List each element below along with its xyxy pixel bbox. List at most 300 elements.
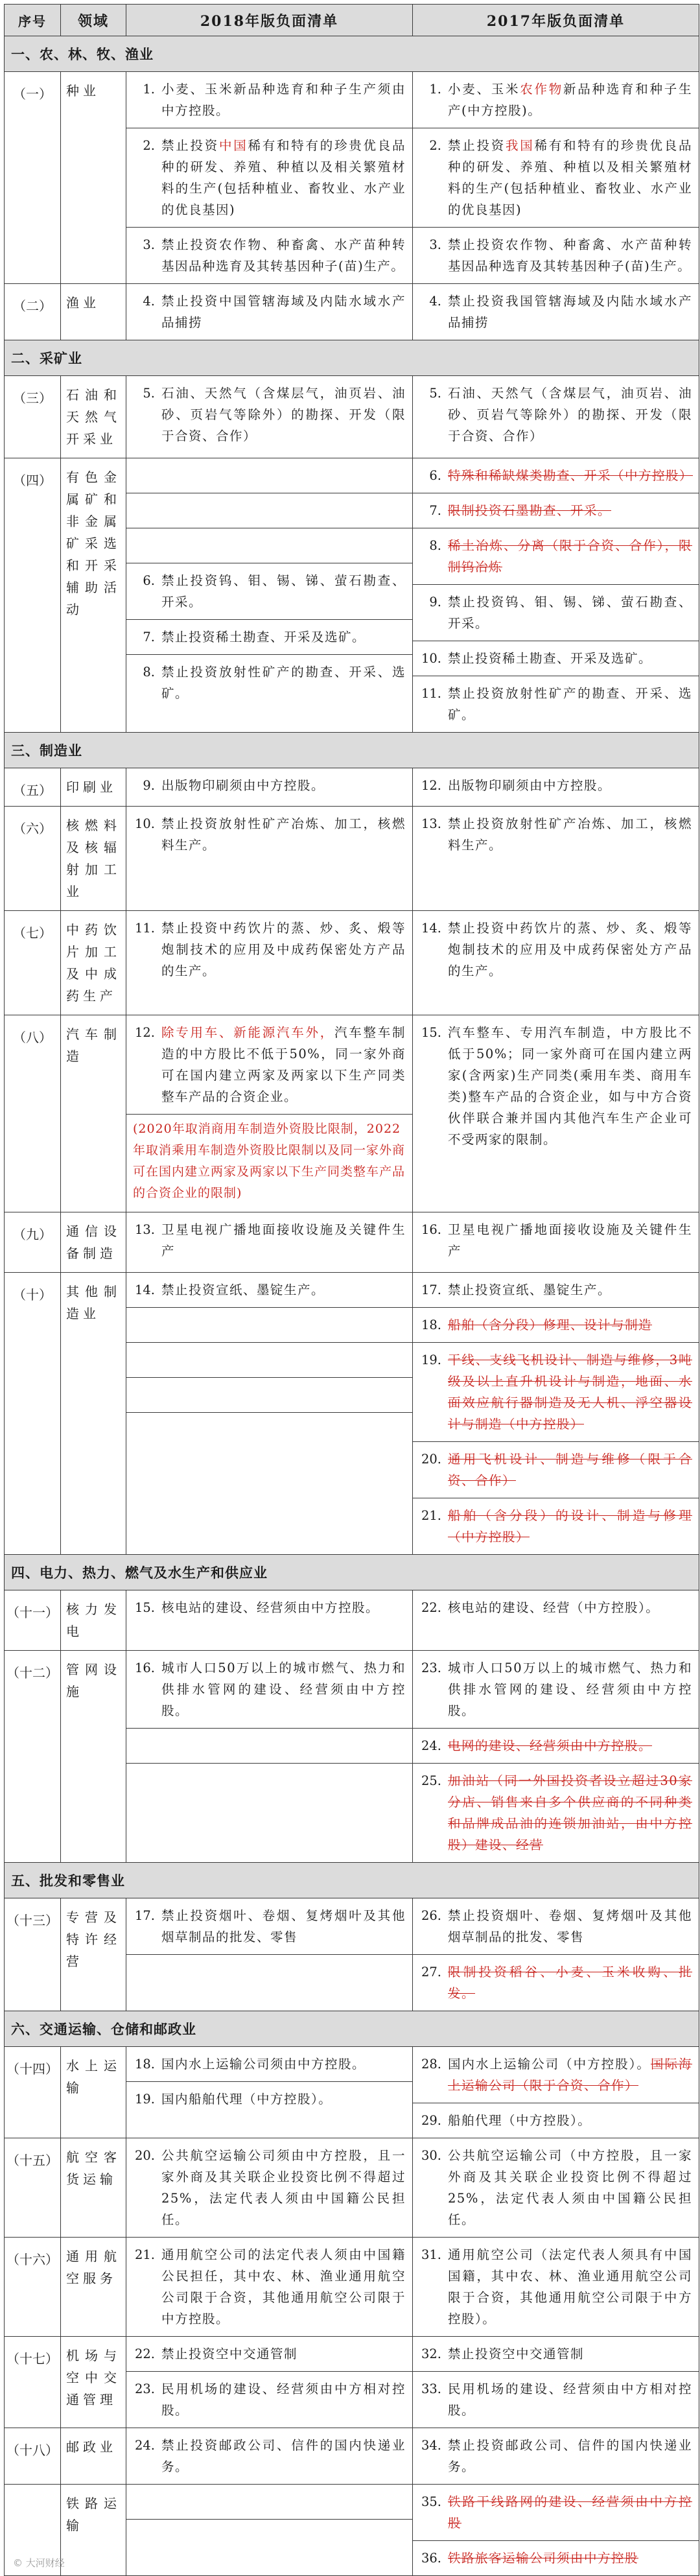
row-field: 有色金属矿和非金属矿采选和开采辅助活动 [61, 458, 126, 733]
item-number: 19. [134, 2092, 155, 2107]
row-field: 汽车制造 [61, 1015, 126, 1212]
item-text [448, 290, 692, 333]
item-number: 17. [134, 1908, 155, 1923]
table-row [5, 1212, 699, 1273]
item-number: 9. [143, 778, 155, 793]
item-text [161, 2244, 406, 2330]
row-number: （十一） [5, 1590, 61, 1651]
item-text [448, 135, 692, 220]
row-field: 渔业 [61, 284, 126, 340]
item-text [161, 917, 406, 982]
section-title: 一、农、林、牧、渔业 [5, 36, 699, 72]
list-2017 [413, 1651, 699, 1863]
item-number: 21. [134, 2247, 155, 2262]
item-number: 6. [429, 468, 441, 483]
section-row [5, 733, 699, 768]
item-text [448, 234, 692, 277]
item-text [448, 1770, 692, 1856]
row-field: 专营及特许经营 [61, 1898, 126, 2011]
item-text [448, 591, 692, 634]
list-2017-item [413, 1212, 699, 1268]
item-text-body: 禁止投资放射性矿产冶炼、加工，核燃料生产。 [161, 816, 406, 853]
item-text-body: 通用航空公司的法定代表人须由中国籍公民担任，其中农、林、渔业通用航空公司限于合资，其他通用航空公司限于中方控股。 [161, 2247, 406, 2326]
item-text-body: 禁止投资稀土勘查、开采及选矿。 [161, 630, 366, 644]
item-text-body: 禁止投资钨、钼、锡、锑、萤石勘查、开采。 [161, 573, 406, 609]
table-row [5, 2238, 699, 2337]
row-number: （十二） [5, 1651, 61, 1863]
list-2017-item [413, 72, 699, 128]
item-number: 33. [421, 2381, 441, 2396]
item-text [448, 1905, 692, 1948]
item-text [161, 1657, 406, 1721]
item-text [448, 917, 692, 982]
list-2017-item [413, 1308, 699, 1343]
list-2017 [413, 1590, 699, 1651]
item-text-body: 稀有和特有的珍贵优良品种的研发、养殖、种植以及相关繁殖材料的生产(包括种植业、畜牧业、水产业的优良基因) [161, 138, 406, 217]
item-text [161, 2145, 406, 2230]
row-number: （八） [5, 1015, 61, 1212]
item-text-highlight: 我国 [506, 138, 535, 153]
item-number: 4. [429, 294, 441, 309]
item-text-body: 核电站的建设、经营（中方控股）。 [448, 1600, 660, 1615]
item-text [161, 1905, 406, 1948]
item-number: 28. [421, 2057, 441, 2072]
item-number: 19. [421, 1353, 441, 1367]
row-field: 核力发电 [61, 1590, 126, 1651]
row-field: 铁路运输 [61, 2485, 126, 2576]
list-2018-item [126, 807, 412, 862]
list-2018-item [126, 768, 412, 803]
list-2017-item [413, 2138, 699, 2237]
row-number: （六） [5, 807, 61, 911]
item-text-body: 禁止投资邮政公司、信件的国内快递业务。 [448, 2438, 692, 2474]
item-text-body: 禁止投资邮政公司、信件的国内快递业务。 [161, 2438, 406, 2474]
item-text-prefix: 禁止投资 [448, 138, 506, 153]
item-number: 18. [421, 1318, 441, 1332]
item-number: 5. [429, 386, 441, 401]
item-number: 18. [134, 2057, 155, 2072]
item-number: 11. [134, 921, 155, 936]
item-number: 15. [421, 1025, 441, 1040]
item-text [448, 2053, 692, 2096]
item-text-body: 石油、天然气（含煤层气，油页岩、油砂、页岩气等除外）的勘探、开发（限于合资、合作） [161, 386, 406, 443]
item-text [161, 1219, 406, 1262]
item-number: 13. [134, 1222, 155, 1237]
list-2017-item [413, 1442, 699, 1498]
item-number: 12. [421, 778, 441, 793]
list-2018-item [126, 1015, 412, 1115]
table-row [5, 284, 699, 340]
item-text-body: 禁止投资农作物、种畜禽、水产苗种转基因品种选育及其转基因种子(苗)生产。 [448, 237, 692, 274]
list-2018-item [126, 228, 412, 283]
item-text [161, 383, 406, 447]
item-text-body: 民用机场的建设、经营须由中方相对控股。 [161, 2381, 406, 2418]
list-2017-item [413, 911, 699, 988]
item-text-body: 禁止投资宣纸、墨锭生产。 [448, 1282, 612, 1297]
list-2017-item [413, 585, 699, 641]
list-2018-item [126, 911, 412, 988]
list-2017 [413, 2485, 699, 2576]
item-text-body: 禁止投资放射性矿产冶炼、加工，核燃料生产。 [448, 816, 692, 853]
item-text [161, 2088, 406, 2110]
list-2018 [126, 1651, 413, 1863]
list-2018-item [126, 376, 412, 453]
item-number: 14. [134, 1282, 155, 1297]
item-text [161, 2053, 406, 2075]
header-field: 领域 [61, 5, 126, 36]
table-header-row [5, 5, 699, 36]
list-2017-item [413, 1343, 699, 1442]
item-text [161, 78, 406, 121]
section-row [5, 340, 699, 376]
item-text [448, 2491, 692, 2534]
list-2018-item [126, 1590, 412, 1625]
list-2018-item [126, 1308, 412, 1343]
list-2017 [413, 911, 699, 1015]
list-2018-item [126, 1898, 412, 1955]
section-title: 六、交通运输、仓储和邮政业 [5, 2011, 699, 2047]
item-text [161, 2343, 406, 2365]
list-2018 [126, 2337, 413, 2428]
item-text-body: 国内水上运输公司须由中方控股。 [161, 2057, 366, 2072]
table-row [5, 2428, 699, 2485]
row-field: 通信设备制造 [61, 1212, 126, 1273]
list-2017-item [413, 2372, 699, 2428]
list-2017-item [413, 768, 699, 803]
list-2017 [413, 2238, 699, 2337]
list-2018-item [126, 1378, 412, 1413]
item-number: 22. [134, 2346, 155, 2361]
list-2017-item [413, 1898, 699, 1955]
item-text [448, 2435, 692, 2477]
table-row [5, 1273, 699, 1555]
list-2018 [126, 768, 413, 807]
item-text-body: 国内船舶代理（中方控股）。 [161, 2092, 332, 2107]
list-2017 [413, 376, 699, 458]
item-number: 5. [143, 386, 155, 401]
item-text-body: 禁止投资放射性矿产的勘查、开采、选矿。 [448, 686, 692, 722]
list-2017-item [413, 128, 699, 228]
list-2017-item [413, 2047, 699, 2103]
item-text-highlight: 农作物 [520, 82, 563, 97]
list-2018 [126, 2428, 413, 2485]
item-text-deleted: 稀土冶炼、分离（限于合资、合作），限制钨冶炼 [448, 538, 692, 574]
list-2018 [126, 807, 413, 911]
item-text-body: 禁止投资钨、钼、锡、锑、萤石勘查、开采。 [448, 595, 692, 631]
row-number: （十） [5, 1273, 61, 1555]
list-2017 [413, 2337, 699, 2428]
row-number: （十五） [5, 2138, 61, 2238]
row-field: 种业 [61, 72, 126, 284]
item-text [448, 1279, 692, 1301]
list-2017-item [413, 1273, 699, 1308]
item-text [161, 1279, 406, 1301]
list-2018-item [126, 1955, 412, 1989]
list-2017-item [413, 2103, 699, 2138]
list-2017-item [413, 1955, 699, 2011]
item-text-body: 新品种选育和种子生产(中方控股)。 [448, 82, 692, 118]
item-number: 1. [143, 82, 155, 97]
item-text [448, 2343, 692, 2365]
item-text [161, 1022, 406, 1107]
list-2017-item [413, 1651, 699, 1729]
list-2018-item [126, 2238, 412, 2336]
item-text [448, 2547, 692, 2569]
item-text-deleted: 船舶（含分段）的设计、制造与修理（中方控股） [448, 1508, 692, 1544]
list-2017 [413, 2047, 699, 2138]
row-number: （四） [5, 458, 61, 733]
item-text [448, 78, 692, 121]
item-text-body: 禁止投资农作物、种畜禽、水产苗种转基因品种选育及其转基因种子(苗)生产。 [161, 237, 406, 274]
table-row [5, 376, 699, 458]
table-row [5, 1590, 699, 1651]
list-2018-item [126, 1764, 412, 1798]
item-text [448, 1735, 692, 1756]
list-2017 [413, 1898, 699, 2011]
list-2018 [126, 1212, 413, 1273]
list-2017-item [413, 228, 699, 283]
item-number: 25. [421, 1773, 441, 1788]
item-number: 20. [421, 1452, 441, 1467]
item-number: 16. [134, 1660, 155, 1675]
item-number: 24. [421, 1738, 441, 1753]
item-number: 6. [143, 573, 155, 588]
item-text [161, 290, 406, 333]
list-2017-item [413, 2337, 699, 2372]
item-number: 8. [143, 665, 155, 679]
table-row [5, 2138, 699, 2238]
item-number: 22. [421, 1600, 441, 1615]
list-2017-item [413, 1498, 699, 1554]
table-row [5, 807, 699, 911]
table-row [5, 1898, 699, 2011]
list-2017-item [413, 1764, 699, 1862]
list-2017-item [413, 493, 699, 528]
row-number: （二） [5, 284, 61, 340]
item-text-body: 禁止投资空中交通管制 [448, 2346, 585, 2361]
item-number: 30. [421, 2148, 441, 2163]
item-text-highlight: 除专用车、新能源汽车外， [161, 1025, 334, 1040]
list-2018-note: (2020年取消商用车制造外资股比限制，2022年取消乘用车制造外资股比限制以及同一家外商可在国内建立两家及两家以下生产同类整车产品的合资企业的限制) [133, 1122, 406, 1200]
item-number: 2. [429, 138, 441, 153]
item-number: 12. [134, 1025, 155, 1040]
list-2018-item [126, 1651, 412, 1729]
row-number: （九） [5, 1212, 61, 1273]
item-number: 10. [421, 651, 441, 666]
list-2017 [413, 1273, 699, 1555]
item-number: 29. [421, 2113, 441, 2128]
item-text-body: 禁止投资放射性矿产的勘查、开采、选矿。 [161, 665, 406, 701]
item-text-deleted: 加油站（同一外国投资者设立超过30家分店、销售来自多个供应商的不同种类和品牌成品油的连锁加油站，由中方控股）建设、经营 [448, 1773, 692, 1852]
item-number: 3. [143, 237, 155, 252]
item-number: 9. [429, 595, 441, 609]
section-title: 二、采矿业 [5, 340, 699, 376]
item-text-body: 禁止投资中药饮片的蒸、炒、炙、煅等炮制技术的应用及中成药保密处方产品的生产。 [448, 921, 692, 978]
item-text [448, 2110, 692, 2131]
item-text [161, 2435, 406, 2477]
item-text-body: 禁止投资烟叶、卷烟、复烤烟叶及其他烟草制品的批发、零售 [448, 1908, 692, 1944]
item-text-body: 卫星电视广播地面接收设施及关键件生产 [448, 1222, 692, 1258]
list-2018-item [126, 1729, 412, 1764]
item-number: 23. [421, 1660, 441, 1675]
row-field: 管网设施 [61, 1651, 126, 1863]
table-row [5, 1015, 699, 1212]
item-text [161, 661, 406, 704]
section-title: 三、制造业 [5, 733, 699, 768]
section-row [5, 1555, 699, 1590]
list-2018-item [126, 2520, 412, 2554]
item-number: 8. [429, 538, 441, 553]
section-row [5, 2011, 699, 2047]
item-text [448, 813, 692, 856]
row-field: 水上运输 [61, 2047, 126, 2138]
item-text [448, 1505, 692, 1548]
list-2017 [413, 807, 699, 911]
item-text-body: 禁止投资中国管辖海域及内陆水域水产品捕捞 [161, 294, 406, 330]
item-text-body: 城市人口50万以上的城市燃气、热力和供排水管网的建设、经营须由中方控股。 [161, 1660, 406, 1718]
item-number: 36. [421, 2551, 441, 2566]
list-2018-item [126, 284, 412, 340]
item-text [448, 535, 692, 578]
row-number: （七） [5, 911, 61, 1015]
row-field: 中药饮片加工及中成药生产 [61, 911, 126, 1015]
item-text [448, 683, 692, 726]
list-2018 [126, 1273, 413, 1555]
list-2018 [126, 2485, 413, 2576]
row-field: 核燃料及核辐射加工业 [61, 807, 126, 911]
list-2017-item [413, 807, 699, 862]
row-number: （三） [5, 376, 61, 458]
item-text [161, 1597, 406, 1618]
header-2017: 2017年版负面清单 [413, 5, 699, 36]
item-text-prefix: 小麦、玉米 [448, 82, 520, 97]
list-2017-item [413, 2541, 699, 2575]
list-2017 [413, 2428, 699, 2485]
item-number: 13. [421, 816, 441, 831]
item-text-body: 石油、天然气（含煤层气，油页岩、油砂、页岩气等除外）的勘探、开发（限于合资、合作） [448, 386, 692, 443]
row-field: 其他制造业 [61, 1273, 126, 1555]
section-title: 五、批发和零售业 [5, 1863, 699, 1898]
item-text-body: 小麦、玉米新品种选育和种子生产须由中方控股。 [161, 82, 406, 118]
item-number: 24. [134, 2438, 155, 2453]
item-text-body: 稀有和特有的珍贵优良品种的研发、养殖、种植以及相关繁殖材料的生产(包括种植业、畜牧业、水产业的优良基因) [448, 138, 692, 217]
table-row [5, 2485, 699, 2576]
list-2017-item [413, 1729, 699, 1764]
item-text [161, 813, 406, 856]
item-text [448, 2145, 692, 2230]
item-number: 17. [421, 1282, 441, 1297]
item-text-prefix: 禁止投资 [161, 138, 219, 153]
item-number: 1. [429, 82, 441, 97]
item-text-body: 核电站的建设、经营须由中方控股。 [161, 1600, 380, 1615]
list-2017-item [413, 458, 699, 493]
item-text [161, 234, 406, 277]
list-2018-item [126, 458, 412, 493]
list-2017-item [413, 676, 699, 732]
item-number: 2. [143, 138, 155, 153]
list-2017-item [413, 376, 699, 453]
list-2018-item [126, 2485, 412, 2520]
row-number: （十四） [5, 2047, 61, 2138]
item-number: 32. [421, 2346, 441, 2361]
item-number: 34. [421, 2438, 441, 2453]
section-title: 四、电力、热力、燃气及水生产和供应业 [5, 1555, 699, 1590]
item-text-deleted: 电网的建设、经营须由中方控股。 [448, 1738, 653, 1753]
item-text-body: 禁止投资空中交通管制 [161, 2346, 298, 2361]
list-2017 [413, 458, 699, 733]
item-text [161, 775, 406, 796]
table-row [5, 911, 699, 1015]
row-number: （十七） [5, 2337, 61, 2428]
list-2018-item [126, 620, 412, 655]
header-2018: 2018年版负面清单 [126, 5, 413, 36]
item-number: 16. [421, 1222, 441, 1237]
item-text-deleted: 铁路旅客运输公司须由中方控股 [448, 2551, 639, 2566]
item-text-deleted: 干线、支线飞机设计、制造与维修，3吨级及以上直升机设计与制造，地面、水面效应航行器制造及无人机、浮空器设计与制造（中方控股） [448, 1353, 692, 1432]
item-number: 26. [421, 1908, 441, 1923]
item-text [448, 1349, 692, 1435]
item-number: 15. [134, 1600, 155, 1615]
item-number: 31. [421, 2247, 441, 2262]
table-row [5, 1651, 699, 1863]
list-2018-item [126, 2337, 412, 2372]
list-2017 [413, 284, 699, 340]
item-text-body: 城市人口50万以上的城市燃气、热力和供排水管网的建设、经营须由中方控股。 [448, 1660, 692, 1718]
item-text-body: 公共航空运输公司（中方控股，且一家外商及其关联企业投资比例不得超过25%，法定代表人须由中国籍公民担任。 [448, 2148, 692, 2227]
list-2018 [126, 72, 413, 284]
item-number: 3. [429, 237, 441, 252]
item-text-body: 通用航空公司（法定代表人须具有中国国籍，其中农、林、渔业通用航空公司限于合资，其他通用航空公司限于中方控股）。 [448, 2247, 692, 2326]
list-2017-item [413, 2428, 699, 2484]
row-number: （十六） [5, 2238, 61, 2337]
watermark: © 大河财经 [13, 2557, 65, 2569]
list-2017 [413, 1212, 699, 1273]
list-2017-item [413, 641, 699, 676]
item-text [161, 570, 406, 613]
row-number: （十八） [5, 2428, 61, 2485]
item-text-body: 禁止投资稀土勘查、开采及选矿。 [448, 651, 653, 666]
list-2018-item [126, 128, 412, 228]
item-text-body: 船舶代理（中方控股）。 [448, 2113, 592, 2128]
item-number: 35. [421, 2494, 441, 2509]
item-text [161, 626, 406, 648]
item-text-body: 汽车整车制造的中方股比不低于50%，同一家外商可在国内建立两家及两家以下生产同类整车产品的合资企业。 [161, 1025, 406, 1104]
row-field: 邮政业 [61, 2428, 126, 2485]
item-text [448, 648, 692, 669]
item-text-deleted: 铁路干线路网的建设、经营须由中方控股 [448, 2494, 692, 2531]
item-number: 27. [421, 1965, 441, 1979]
item-text-body: 民用机场的建设、经营须由中方相对控股。 [448, 2381, 692, 2418]
row-number: （十三） [5, 1898, 61, 2011]
item-number: 10. [134, 816, 155, 831]
list-2018 [126, 2047, 413, 2138]
item-number: 11. [421, 686, 441, 701]
table-body [5, 36, 699, 2576]
row-number: （一） [5, 72, 61, 284]
item-text [161, 135, 406, 220]
item-text [448, 1314, 692, 1336]
list-2017-item [413, 284, 699, 340]
item-text [448, 2244, 692, 2330]
list-2018-item [126, 2082, 412, 2116]
row-field: 机场与空中交通管理 [61, 2337, 126, 2428]
list-2017-item [413, 1015, 699, 1157]
item-text [448, 465, 692, 486]
list-2017 [413, 2138, 699, 2238]
item-text-body: 禁止投资烟叶、卷烟、复烤烟叶及其他烟草制品的批发、零售 [161, 1908, 406, 1944]
item-number: 14. [421, 921, 441, 936]
list-2018-item [126, 2372, 412, 2428]
